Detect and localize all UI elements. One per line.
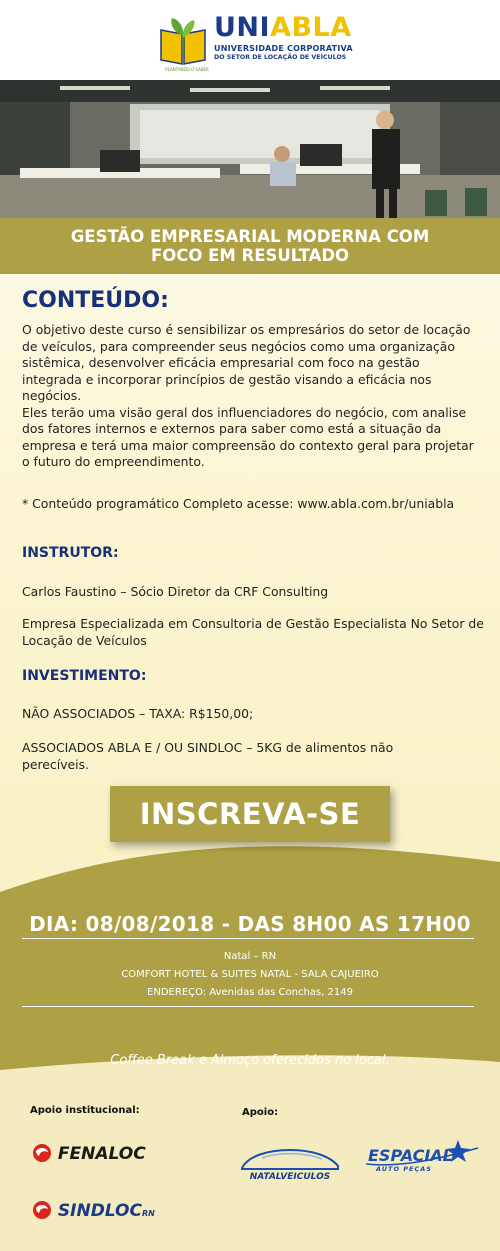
course-title-band [0,218,500,274]
divider-bottom [22,1006,474,1007]
logo-subtitle-1: UNIVERSIDADE CORPORATIVA [214,44,353,53]
event-date: DIA: 08/08/2018 - DAS 8H00 AS 17H00 [29,912,471,936]
book-plant-logo-icon [158,14,208,68]
olive-wave-background [0,840,500,1251]
logo-wordmark-uni: UNI [214,12,271,43]
investimento-heading: INVESTIMENTO: [22,668,147,684]
event-venue: COMFORT HOTEL & SUITES NATAL - SALA CAJUEIRO [121,969,379,980]
programa-link-note: * Conteúdo programático Completo acesse: www.abla.com.br/uniabla [22,496,455,511]
logo-tagline: PLANTANDO O SABER [165,67,209,72]
office-photo [0,80,500,220]
event-address: ENDEREÇO: Avenidas das Conchas, 2149 [147,987,353,998]
logo-subtitle-2: DO SETOR DE LOCAÇÃO DE VEÍCULOS [214,54,347,61]
investimento-nao-associados: NÃO ASSOCIADOS – TAXA: R$150,00; [22,706,254,721]
instrutor-name: Carlos Faustino – Sócio Diretor da CRF Consulting [22,584,329,599]
natal-veiculos-logo[interactable] [238,1142,342,1182]
sindloc-swirl-icon [32,1200,52,1220]
course-title-line-2: FOCO EM RESULTADO [150,246,350,265]
course-title [20,227,480,265]
instrutor-heading: INSTRUTOR: [22,545,119,561]
espacial-wordmark: ESPACIAL [368,1146,453,1165]
fenaloc-logo[interactable] [32,1143,146,1164]
conteudo-paragraph-2: Eles terão uma visão geral dos influenciadores do negócio, com analise dos fatores internos e externos para saber como está a situação da empresa e terá uma maior compreensão do contexto geral para projetar o futuro do empreendimento. [22,404,474,469]
fenaloc-swirl-icon [32,1143,52,1163]
header [0,0,500,80]
natal-veiculos-wordmark: NATALVEICULOS [249,1172,331,1182]
fenaloc-wordmark: FENALOC [57,1144,146,1164]
coffee-break-note: Coffee Break e Almoço oferecidos no local. [110,1053,390,1068]
divider-top [22,938,474,939]
investimento-associados: ASSOCIADOS ABLA E / OU SINDLOC – 5KG de alimentos não perecíveis. [22,740,394,772]
conteudo-paragraphs [22,322,482,471]
sindloc-wordmark: SINDLOC [57,1201,142,1221]
apoio-institucional-label: Apoio institucional: [30,1105,140,1116]
office-scene-image [0,80,500,220]
event-info-section [0,840,500,1251]
course-title-line-1: GESTÃO EMPRESARIAL MODERNA COM [70,227,430,246]
logo-wordmark-abla: ABLA [270,12,352,43]
instrutor-description: Empresa Especializada em Consultoria de Gestão Especialista No Setor de Locação de Veículos [22,616,484,648]
event-city: Natal – RN [223,951,277,962]
espacial-auto-pecas-logo[interactable] [362,1138,482,1182]
car-silhouette-icon [238,1142,342,1174]
conteudo-paragraph-1: O objetivo deste curso é sensibilizar os empresários do setor de locação de veículos, para compreender seus negócios como uma organização sistêmica, desenvolver eficácia empresarial com foco na gestão integrada e incorporar princípios de gestão visando a eficácia nos negócios. [22,322,471,403]
inscreva-se-button[interactable]: INSCREVA-SE [110,786,390,842]
apoio-label: Apoio: [242,1107,279,1118]
sindloc-suffix: RN [141,1209,155,1218]
conteudo-heading: CONTEÚDO: [22,288,169,313]
sindloc-logo[interactable] [32,1200,155,1221]
logo-wordmark [214,14,352,42]
espacial-subtitle: AUTO PEÇAS [376,1165,432,1173]
